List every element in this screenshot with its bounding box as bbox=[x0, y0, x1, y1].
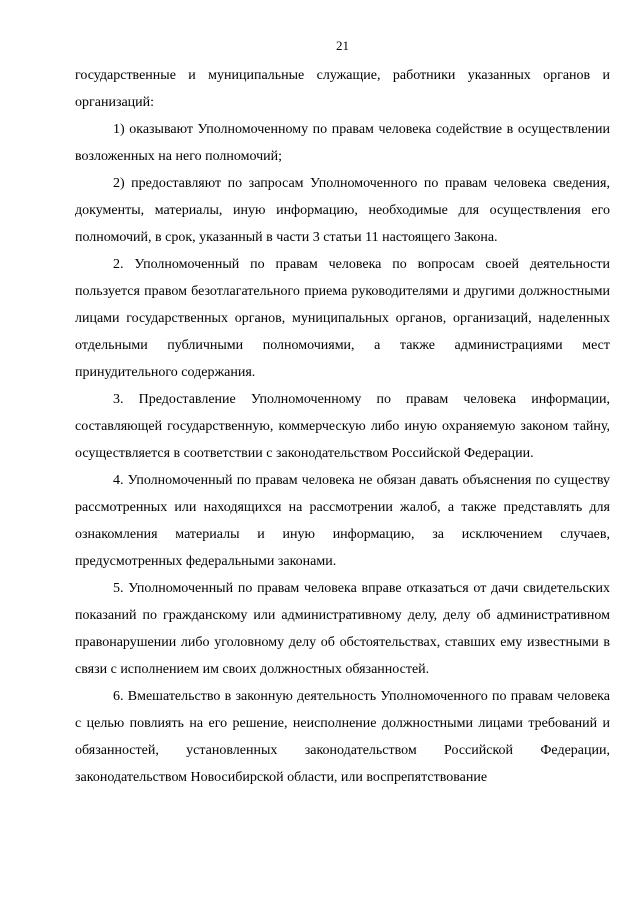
paragraph-item-2: 2) предоставляют по запросам Уполномоченного по правам человека сведения, документы, материалы, иную информацию, необходимые для осуществления его полномочий, в срок, указанный в части 3 статьи 11 настоящего Закона. bbox=[75, 176, 610, 245]
paragraph-part-5: 5. Уполномоченный по правам человека вправе отказаться от дачи свидетельских показаний по гражданскому или административному делу, делу об административном правонарушении либо уголовному делу об обстоятельствах, ставших ему известными в связи с исполнением им своих должностных обязанностей. bbox=[75, 581, 610, 677]
paragraph-item-1: 1) оказывают Уполномоченному по правам человека содействие в осуществлении возложенных на него полномочий; bbox=[75, 122, 610, 164]
paragraph-continuation: государственные и муниципальные служащие, работники указанных органов и организаций: bbox=[75, 68, 610, 110]
document-page bbox=[75, 38, 610, 791]
page-number: 21 bbox=[336, 38, 349, 53]
paragraph-part-4: 4. Уполномоченный по правам человека не обязан давать объяснения по существу рассмотренных или находящихся на рассмотрении жалоб, а также представлять для ознакомления материалы и иную информацию, за исключением случаев, предусмотренных федеральными законами. bbox=[75, 473, 610, 569]
paragraph-part-6: 6. Вмешательство в законную деятельность Уполномоченного по правам человека с целью повлиять на его решение, неисполнение должностными лицами требований и обязанностей, установленных законодательством Российской Федерации, законодательством Новосибирской области, или воспрепятствование bbox=[75, 689, 610, 785]
paragraph-part-3: 3. Предоставление Уполномоченному по правам человека информации, составляющей государственную, коммерческую либо иную охраняемую законом тайну, осуществляется в соответствии с законодательством Российской Федерации. bbox=[75, 392, 610, 461]
paragraph-part-2: 2. Уполномоченный по правам человека по вопросам своей деятельности пользуется правом безотлагательного приема руководителями и другими должностными лицами государственных органов, муниципальных органов, организаций, наделенных отдельными публичными полномочиями, а также администрациями мест принудительного содержания. bbox=[75, 257, 610, 380]
